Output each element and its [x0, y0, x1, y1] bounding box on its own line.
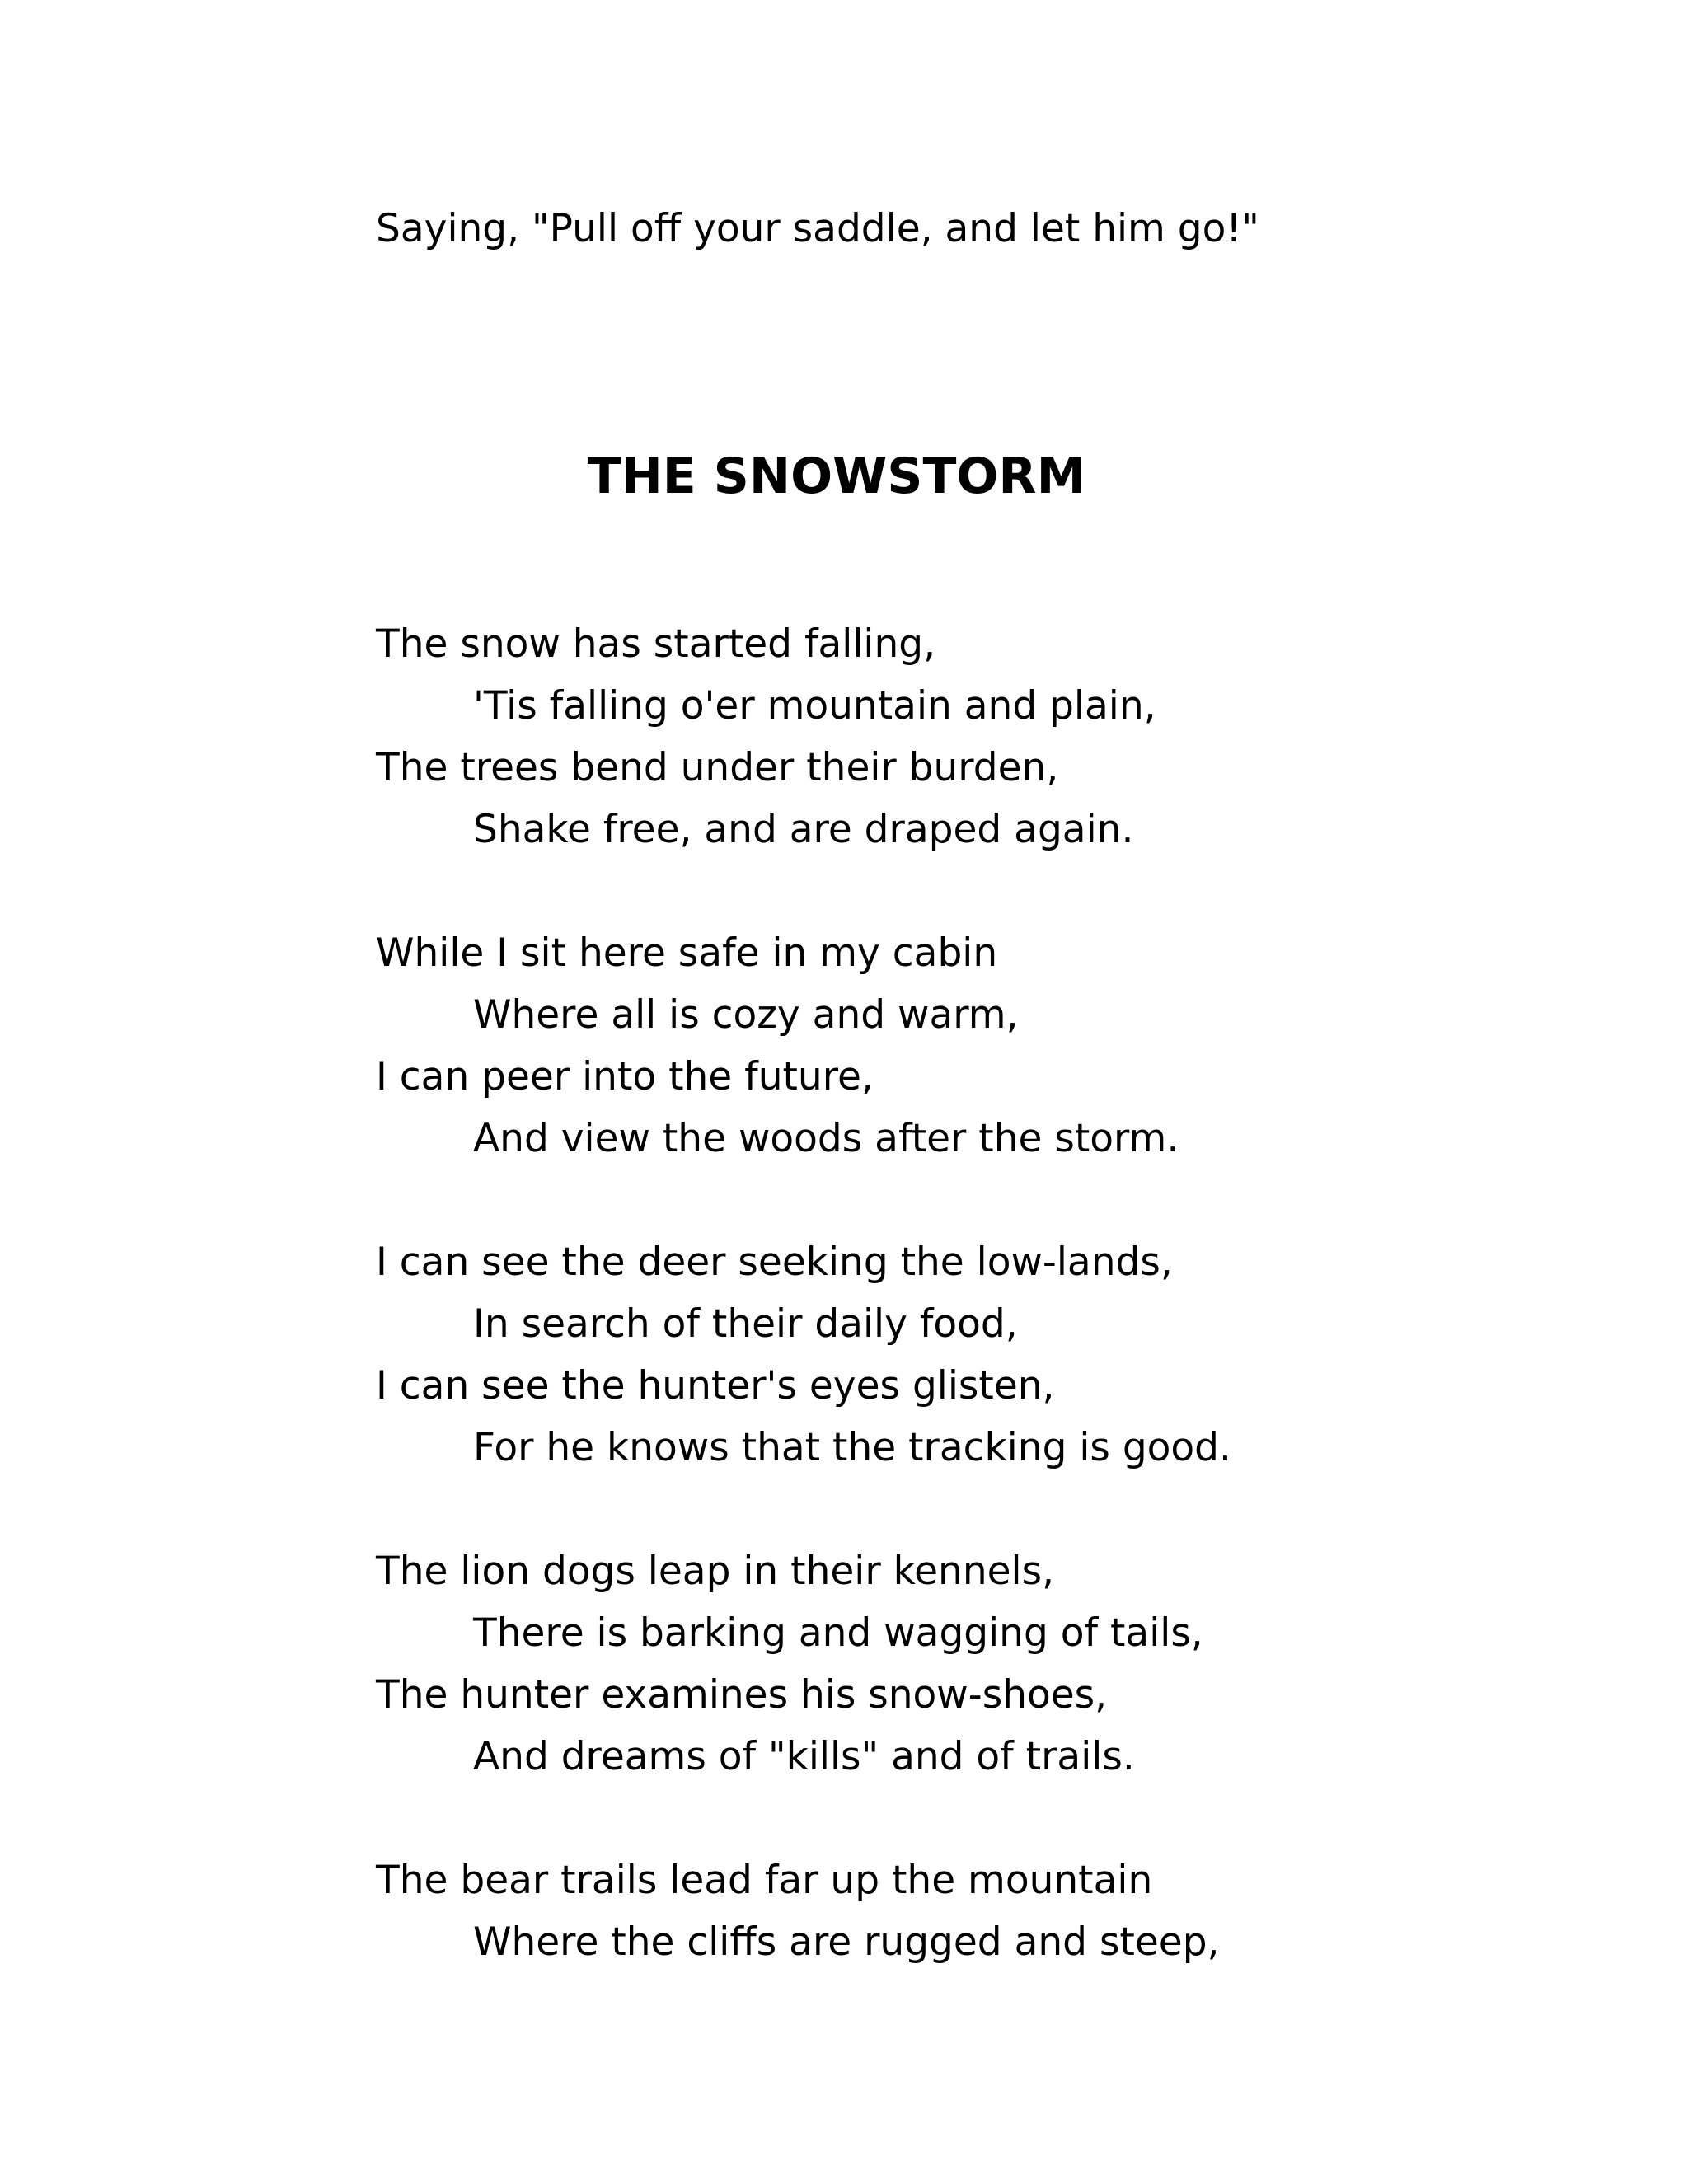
carryover-line: Saying, "Pull off your saddle, and let him go!" [376, 206, 1259, 251]
poem-line: While I sit here safe in my cabin [376, 930, 998, 976]
poem-line: I can peer into the future, [376, 1054, 874, 1099]
poem-line: Shake free, and are draped again. [473, 807, 1134, 852]
poem-line: The trees bend under their burden, [376, 745, 1059, 790]
poem-line: In search of their daily food, [473, 1301, 1018, 1347]
poem-line: And dreams of "kills" and of trails. [473, 1734, 1135, 1779]
poem-line: The snow has started falling, [376, 621, 936, 667]
poem-line: The bear trails lead far up the mountain [376, 1858, 1153, 1903]
poem-title: THE SNOWSTORM [587, 448, 1086, 505]
poem-line: Where the cliffs are rugged and steep, [473, 1919, 1220, 1965]
poem-line: 'Tis falling o'er mountain and plain, [473, 683, 1156, 729]
poem-line: The lion dogs leap in their kennels, [376, 1549, 1055, 1594]
poem-line: The hunter examines his snow-shoes, [376, 1672, 1108, 1718]
poem-line: For he knows that the tracking is good. [473, 1425, 1231, 1470]
poem-line: And view the woods after the storm. [473, 1116, 1179, 1161]
poem-line: I can see the hunter's eyes glisten, [376, 1363, 1055, 1408]
poem-line: There is barking and wagging of tails, [473, 1610, 1203, 1656]
poem-line: I can see the deer seeking the low-lands, [376, 1240, 1173, 1285]
poem-line: Where all is cozy and warm, [473, 992, 1019, 1038]
